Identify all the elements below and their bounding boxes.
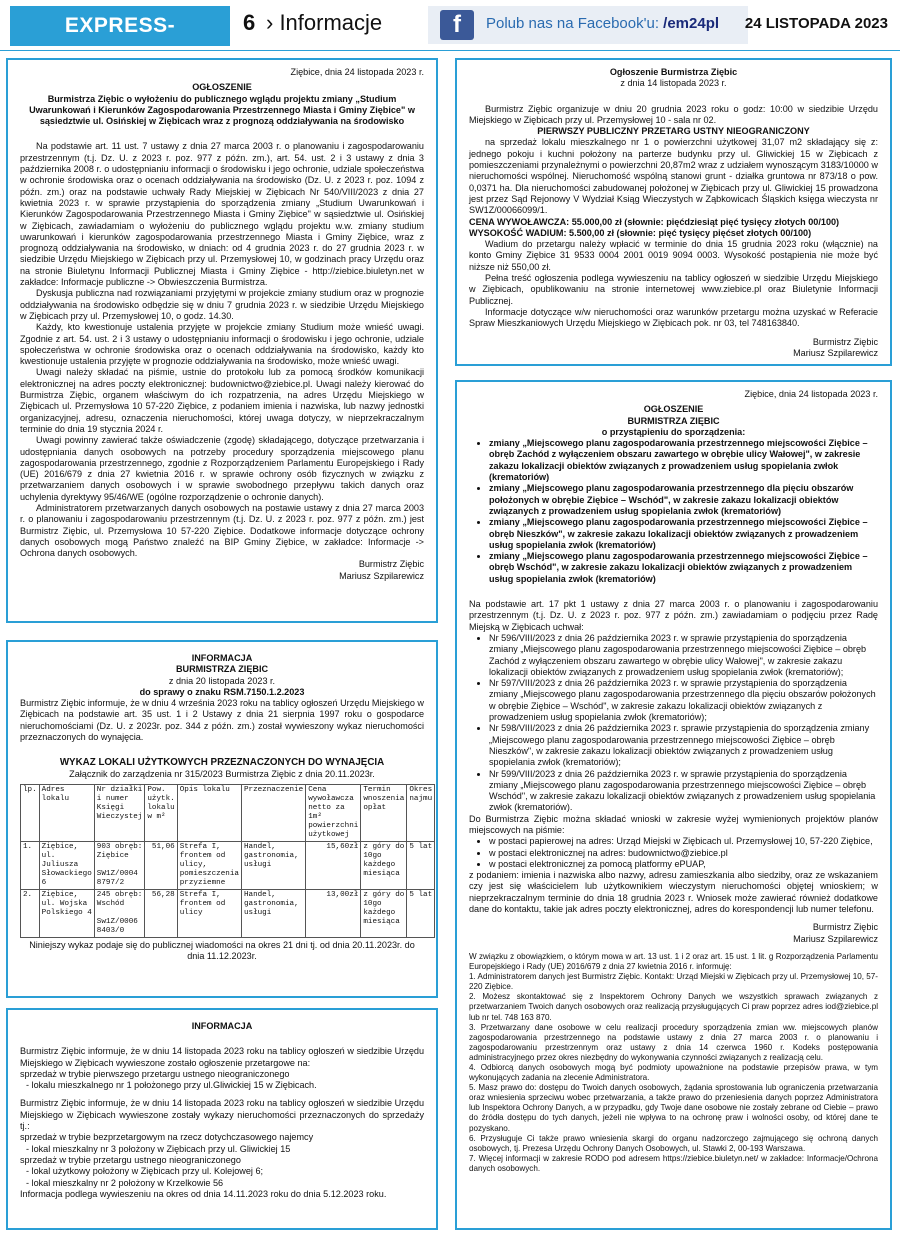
starting-price: CENA WYWOŁAWCZA: 55.000,00 zł (słownie: pięćdziesiąt pięć tysięcy złotych 00/100) <box>469 216 840 227</box>
signature-title: Burmistrz Ziębic <box>812 922 878 933</box>
article-date: z dnia 20 listopada 2023 r. <box>168 675 276 686</box>
column-header: Okres najmu <box>407 784 435 841</box>
list-item: 6. Przysługuje Ci także prawo wniesienia skargi do organu nadzorczego zajmującego się ochroną danych osobowych, tj. Prezesa Urzędu Ochrony Danych Osobowych, ul. Stawki 2, 00-193 Warszawa. <box>469 1133 878 1153</box>
list-item: • Nr 599/VIII/2023 z dnia 26 października 2023 r. w sprawie przystąpienia do sporządzenia zmiany „Miejscowego planu zagospodarowania przestrzennego miejscowości Ziębice – obręb Wschód", w zakresie zakazu lokalizacji obiektów związanych z prowadzeniem usług spopielania zwłok (krematoriów). <box>489 769 878 814</box>
table-cell: 5 lat <box>407 889 435 937</box>
paragraph: Do Burmistrza Ziębic można składać wnioski w zakresie wyżej wymienionych projektów planów miejscowych na piśmie: <box>469 813 878 835</box>
list-item: • zmiany „Miejscowego planu zagospodarowania przestrzennego dla pięciu obszarów położonych w obrębie Ziębice – Wschód", w zakresie zakazu lokalizacji obiektów związanych z prowadzeniem usług spopielania zwłok (krematoriów) <box>489 483 878 517</box>
article-subtitle: BURMISTRZA ZIĘBIC <box>627 415 720 426</box>
list-item: 4. Odbiorcą danych osobowych mogą być podmioty upoważnione na podstawie przepisów prawa, w tym wykonujących zadania na zlecenie Administratora. <box>469 1062 878 1083</box>
column-header: Termin wnoszenia opłat <box>361 784 407 841</box>
case-reference: do sprawy o znaku RSM.7150.1.2.2023 <box>139 686 305 697</box>
article-subtitle: o przystąpieniu do sporządzenia: <box>601 426 746 437</box>
column-header: Adres lokalu <box>39 784 94 841</box>
page-number: 6 <box>243 10 256 35</box>
table-row <box>21 841 435 889</box>
list-item: • zmiany „Miejscowego planu zagospodarowania przestrzennego miejscowości Ziębice – obręb Zachód z wyłączeniem obszaru zawartego w obrębie ulicy Wałowej", w zakresie zakazu lokalizacji obiektów związanych z prowadzeniem usług spopielania zwłok (krematoriów) <box>489 438 878 483</box>
list-item: 1. Administratorem danych jest Burmistrz Ziębic. Kontakt: Urząd Miejski w Ziębicach przy ul. Przemysłowej 10, 57-220 Ziębice. <box>469 972 878 992</box>
table-header-row <box>21 784 435 841</box>
site-logo[interactable]: EXPRESS- <box>10 6 230 46</box>
paragraph: Burmistrz Ziębic informuje, że w dniu 14 listopada 2023 roku na tablicy ogłoszeń w siedzibie Urzędu Miejskiego w Ziębicach wywieszone zostało ogłoszenie przetargowe na: <box>20 1046 424 1068</box>
deposit-amount: WYSOKOŚĆ WADIUM: 5.500,00 zł (słownie: pięć tysięcy pięćset złotych 00/100) <box>469 227 812 238</box>
list-item: sprzedaż w trybie przetargu ustnego nieograniczonego <box>20 1154 241 1165</box>
list-item: • zmiany „Miejscowego planu zagospodarowania przestrzennego miejscowości Ziębice – obręb Wschód", w zakresie zakazu lokalizacji obiektów związanych z prowadzeniem usług spopielania zwłok (krematoriów) <box>489 551 878 585</box>
paragraph: Informacje dotyczące w/w nieruchomości oraz warunków przetargu można uzyskać w Referacie Spraw Mieszkaniowych Urzędu Miejskiego w Ziębicach pok. nr 03, tel 748163840. <box>469 306 878 329</box>
paragraph: W związku z obowiązkiem, o którym mowa w art. 13 ust. 1 i 2 oraz art. 15 ust. 1 lit. g Rozporządzenia Parlamentu Europejskiego i Rady (UE) 2016/679 z dnia 27 kwietnia 2016 r. informuję: <box>469 951 878 972</box>
table-cell: Ziębice, ul. Wojska Polskiego 4 <box>39 889 94 937</box>
paragraph: Dyskusja publiczna nad rozwiązaniami przyjętymi w projekcie zmiany studium oraz w prognozie oddziaływania na środowisko odbędzie się w dniu 7 grudnia 2023 r. w siedzibie Urzędu Miejskiego w Ziębicach przy ul. Przemysłowej 10, o godz. 14.30. <box>20 288 424 321</box>
table-cell: 13,00zł <box>306 889 361 937</box>
submission-channels-list <box>469 836 878 870</box>
paragraph: Każdy, kto kwestionuje ustalenia przyjęte w projekcie zmiany Studium może wnieść uwagi. Zgodnie z art. 54. ust. 2 i 3 ustawy o udostępnianiu informacji o środowisku i jego ochronie, udziale społeczeństwa w ochronie środowiska oraz o ocenach oddziaływania na środowisko, każdy kto kwestionuje ustalenia przyjęte w prognozie oddziaływania na środowisko, może wnieść uwagi. <box>20 322 424 367</box>
paragraph: Burmistrz Ziębic informuje, że w dniu 4 września 2023 roku na tablicy ogłoszeń Urzędu Miejskiego w Ziębicach na podstawie art. 35 ust. 1 i 2 Ustawy z dnia 21 sierpnia 1997 roku o gospodarce nieruchomościami (Dz. U. z 2023r. poz. 344 z późn. zm.) został wywieszony wykaz nieruchomości przeznaczonych do wynajęcia. <box>20 698 424 743</box>
article-date: Ziębice, dnia 24 listopada 2023 r. <box>290 67 424 77</box>
list-item: • w postaci elektronicznej za pomocą platformy ePUAP, <box>489 859 878 870</box>
column-header: Nr działki i numer Księgi Wieczystej <box>94 784 145 841</box>
facebook-text: Polub nas na Facebook'u: /em24pl <box>486 15 720 32</box>
table-cell: 51,06 <box>145 841 177 889</box>
column-header: Pow. użytk. lokalu w m² <box>145 784 177 841</box>
table-cell: Handel, gastronomia, usługi <box>241 889 305 937</box>
signature-name: Mariusz Szpilarewicz <box>793 933 878 944</box>
paragraph: Uwagi powinny zawierać także oświadczenie (zgodę) składającego, dotyczące przetwarzania i udostępniania danych osobowych na potrzeby procedury sporządzenia miejscowego planu zagospodarowania przestrzennego, zgodnie z Rozporządzeniem Parlamentu Europejskiego i Rady (UE) 2016/679 z dnia 27 kwietnia 2016 r. w sprawie ochrony osób fizycznych w związku z przetwarzaniem danych osobowych i w sprawie swobodnego przepływu takich danych oraz uchylenia dyrektywy 95/46/WE (ogólne rozporządzenie o ochronie danych). <box>20 435 424 502</box>
list-item: Informacja podlega wywieszeniu na okres od dnia 14.11.2023 roku do dnia 5.12.2023 roku. <box>20 1188 387 1199</box>
table-subtitle: Załącznik do zarządzenia nr 315/2023 Burmistrza Ziębic z dnia 20.11.2023r. <box>69 768 375 779</box>
list-item: • zmiany „Miejscowego planu zagospodarowania przestrzennego miejscowości Ziębice – obręb Nieszków", w zakresie zakazu lokalizacji obiektów związanych z prowadzeniem usług spopielania zwłok (krematoriów) <box>489 517 878 551</box>
list-item: • Nr 597/VIII/2023 z dnia 26 października 2023 r. w sprawie przystąpienia do sporządzenia zmiany „Miejscowego planu zagospodarowania przestrzennego dla pięciu obszarów położonych w obrębie Ziębice – Wschód", w zakresie zakazu lokalizacji obiektów związanych z prowadzeniem usług spopielania zwłok (krematoriów); <box>489 678 878 723</box>
list-item: sprzedaż w trybie pierwszego przetargu ustnego nieograniczonego <box>20 1068 290 1079</box>
paragraph: Burmistrz Ziębic organizuje w dniu 20 grudnia 2023 roku o godz: 10:00 w siedzibie Urzędu Miejskiego w Ziębicach przy ul. Przemysłowej 10 - sala nr 02. <box>469 103 878 125</box>
paragraph: Na podstawie art. 17 pkt 1 ustawy z dnia 27 marca 2003 r. o planowaniu i zagospodarowaniu przestrzennym (t.j. Dz. U. z 2023 r. poz. 977 z późn. zm.) zawiadamiam o podjęciu przez Radę Miejską w Ziębicach uchwał: <box>469 599 878 632</box>
premises-table <box>20 784 435 938</box>
paragraph: Administratorem przetwarzanych danych osobowych na postawie ustawy z dnia 27 marca 2003 r. o planowaniu i zagospodarowaniu przestrzennym (t.j. Dz. U. z 2023 r. poz. 977 z późn. zm.) jest Burmistrz Ziębic, ul. Przemysłowa 10 57-220 Ziębice. Dodatkowe informacje dotyczące ochrony danych osobowych mogą Państwo znaleźć na BIP Gminy Ziębice, w zakładce: Informacje -> Ochrona danych osobowych. <box>20 502 424 559</box>
list-item: • w postaci papierowej na adres: Urząd Miejski w Ziębicach ul. Przemysłowej 10, 57-220 Ziębice, <box>489 836 878 847</box>
table-row <box>21 889 435 937</box>
list-item: 2. Możesz skontaktować się z Inspektorem Ochrony Danych we wszystkich sprawach związanych z przetwarzaniem Twoich danych osobowych oraz realizacją przysługujących Ci praw poprzez adres iod@ziebice.pl lub nr tel. 748 163 870. <box>469 992 878 1022</box>
column-header: Opis lokalu <box>177 784 241 841</box>
article-date: z dnia 14 listopada 2023 r. <box>620 78 727 89</box>
table-cell: 5 lat <box>407 841 435 889</box>
table-cell: 56,28 <box>145 889 177 937</box>
list-item: 5. Masz prawo do: dostępu do Twoich danych osobowych, żądania sprostowania lub ograniczenia przetwarzania oraz wniesienia sprzeciwu wobec przetwarzania, a także prawo do przeniesienia danych poprzez Administratora lub Inspektora Ochrony Danych, a w przypadku, gdy Twoje dane osobowe nie zostały zebrane od Ciebie – prawo do źródła dostępu do tych danych, jeżeli nie wpływa to na ochronę praw i wolności osoby, od której dane te pozyskano. <box>469 1083 878 1133</box>
list-item: • Nr 596/VIII/2023 z dnia 26 października 2023 r. w sprawie przystąpienia do sporządzenia zmiany „Miejscowego planu zagospodarowania przestrzennego miejscowości Ziębice – obręb Zachód z wyłączeniem obszaru zawartego w obrębie ulicy Wałowej", w zakresie zakazu lokalizacji obiektów związanych z prowadzeniem usług spopielania zwłok (krematoriów); <box>489 633 878 678</box>
signature-name: Mariusz Szpilarewicz <box>339 570 424 581</box>
column-header: Przeznaczenie <box>241 784 305 841</box>
table-cell: z góry do 10go każdego miesiąca <box>361 889 407 937</box>
section-title: › Informacje <box>266 10 383 35</box>
page-header <box>0 0 900 52</box>
article-date: Ziębice, dnia 24 listopada 2023 r. <box>744 389 878 399</box>
facebook-banner[interactable] <box>428 6 748 44</box>
table-footer: Niniejszy wykaz podaje się do publicznej wiadomości na okres 21 dni tj. od dnia 20.11.2023r. do dnia 11.12.2023r. <box>29 939 415 962</box>
list-item: - lokal mieszkalny nr 3 położony w Ziębicach przy ul. Gliwickiej 15 <box>26 1143 291 1154</box>
issue-date: 24 LISTOPADA 2023 <box>744 15 888 32</box>
table-cell: 2. <box>21 889 40 937</box>
table-cell: 1. <box>21 841 40 889</box>
paragraph: Burmistrz Ziębic informuje, że w dniu 14 listopada 2023 roku na tablicy ogłoszeń w siedzibie Urzędu Miejskiego w Ziębicach wywieszone zostały wykazy nieruchomości przeznaczonych do sprzedaży tj.: <box>20 1098 424 1132</box>
article-lease-information <box>6 640 438 998</box>
table-cell: 15,60zł <box>306 841 361 889</box>
facebook-handle: /em24pl <box>663 15 720 32</box>
table-cell: Strefa I, frontem od ulicy, pomieszczenia przyziemne <box>177 841 241 889</box>
table-cell: Handel, gastronomia, usługi <box>241 841 305 889</box>
column-header: Cena wywoławcza netto za 1m² powierzchni użytkowej <box>306 784 361 841</box>
table-cell: Strefa I, frontem od ulicy <box>177 889 241 937</box>
article-zoning-plan-announcement <box>455 380 892 1230</box>
list-item: - lokal użytkowy położony w Ziębicach przy ul. Kolejowej 6; <box>26 1166 264 1177</box>
facebook-like-icon: f <box>440 10 474 40</box>
article-sale-information <box>6 1008 438 1230</box>
paragraph: na sprzedaż lokalu mieszkalnego nr 1 o powierzchni użytkowej 31,07 m2 składający się z: jednego pokoju i kuchni położony na parterze budynku przy ul. Gliwickiej 15 w Ziębicach z pomieszczeniami przynależnymi o powierzchni 20,87m2 wraz z udziałem wynoszącym 3183/10000 w nieruchomości wspólnej. Nieruchomość wspólną stanowi grunt - działka gruntowa nr 873/18 o pow. 0,0371 ha. Dla nieruchomości zabudowanej położonej w Ziębicach przy ul. Gliwickiej 15 prowadzona jest przez Sąd Rejonowy V Wydział Ksiąg Wieczystych w Ząbkowicach Śląskich księga wieczysta nr SW1Z/00066099/1. <box>469 137 878 216</box>
article-title: INFORMACJA <box>191 653 253 663</box>
article-title: INFORMACJA <box>191 1021 253 1031</box>
article-title: Ogłoszenie Burmistrza Ziębic <box>609 67 738 77</box>
list-item: - lokal mieszkalny nr 2 położony w Krzelkowie 56 <box>26 1177 224 1188</box>
article-subtitle: Burmistrza Ziębic o wyłożeniu do publicznego wglądu projektu zmiany „Studium Uwarunkowań i Kierunków Zagospodarowania Przestrzennego Miasta i Gminy Ziębice" w sąsiedztwie ul. Osińskiej w Ziębicach wraz z prognozą oddziaływania na środowisko <box>29 93 415 127</box>
paragraph: Uwagi należy składać na piśmie, ustnie do protokołu lub za pomocą środków komunikacji elektronicznej na adres poczty elektronicznej: budownictwo@ziebice.pl. Uwagi należy kierować do Burmistrza Ziębic, organem właściwym do ich rozpatrzenia, na adres Urzędu Miejskiego w Ziębicach ul. Przemysłowa 10 57-220 Ziębice, z podaniem imienia i nazwiska, lub nazwy jednostki organizacyjnej, adresu, oznaczenia nieruchomości, której uwaga dotyczy, w nieprzekraczalnym terminie do dnia 19 stycznia 2024 r. <box>20 367 424 434</box>
list-item: • w postaci elektronicznej na adres: budownictwo@ziebice.pl <box>489 848 878 859</box>
resolutions-list <box>469 633 878 814</box>
table-cell: Ziębice, ul. Juliusza Słowackiego 6 <box>39 841 94 889</box>
article-tender-announcement <box>455 58 892 366</box>
article-studium-announcement <box>6 58 438 623</box>
column-header: lp. <box>21 784 40 841</box>
paragraph: Pełna treść ogłoszenia podlega wywieszeniu na tablicy ogłoszeń w siedzibie Urzędu Miejskiego w Ziębicach, opublikowaniu na stronie internetowej www.ziebice.pl oraz Biuletynie Informacji Publicznej. <box>469 273 878 306</box>
table-title: WYKAZ LOKALI UŻYTKOWYCH PRZEZNACZONYCH DO WYNAJĘCIA <box>59 757 385 769</box>
signature-title: Burmistrz Ziębic <box>358 559 424 570</box>
table-cell: 245 obręb: Wschód Sw1Z/0006 8403/0 <box>94 889 145 937</box>
tender-heading: PIERWSZY PUBLICZNY PRZETARG USTNY NIEOGRANICZONY <box>537 126 810 137</box>
gdpr-clause <box>469 952 878 1174</box>
plan-changes-list <box>469 438 878 585</box>
list-item: sprzedaż w trybie bezprzetargowym na rzecz dotychczasowego najemcy <box>20 1132 314 1143</box>
table-cell: 903 obręb: Ziębice SW1Z/0004 8797/2 <box>94 841 145 889</box>
signature-title: Burmistrz Ziębic <box>812 336 878 347</box>
header-divider <box>0 50 900 51</box>
paragraph: Wadium do przetargu należy wpłacić w terminie do dnia 15 grudnia 2023 roku (włącznie) na konto Gminy Ziębice 31 9533 0004 2001 0019 9094 0003. Wysokość postąpienia nie może być niższe niż 550,00 zł. <box>469 239 878 272</box>
article-subtitle: BURMISTRZA ZIĘBIC <box>175 664 269 675</box>
paragraph: z podaniem: imienia i nazwiska albo nazwy, adresu zamieszkania albo siedziby, oraz ze wskazaniem czy jest się właścicielem lub użytkownikiem wieczystym nieruchomości objętej wnioskiem; w nieprzekraczalnym terminie do dnia 18 grudnia 2023 r. Wniosek może zawierać również dodatkowe dane do kontaktu, takie jak adres poczty elektronicznej, adres do korespondencji lub numer telefonu. <box>469 870 878 915</box>
article-title: OGŁOSZENIE <box>643 404 704 415</box>
list-item: • Nr 598/VIII/2023 z dnia 26 października 2023 r. sprawie przystąpienia do sporządzenia zmiany „Miejscowego planu zagospodarowania przestrzennego miejscowości Ziębice – obręb Nieszków", w zakresie zakazu lokalizacji obiektów związanych z prowadzeniem usług spopielania zwłok (krematoriów); <box>489 723 878 768</box>
paragraph: Na podstawie art. 11 ust. 7 ustawy z dnia 27 marca 2003 r. o planowaniu i zagospodarowaniu przestrzennym (t.j. Dz. U. z 2023 r. poz. 977 z późn. zm.), art. 54. ust. 2 i 3 ustawy z dnia 3 października 2008 r. o udostępnianiu informacji o środowisku i jego ochronie, udziale społeczeństwa w ochronie środowiska oraz o ocenach oddziaływania na środowisko (Dz. U. z 2023 r. poz. 1094 z późn. zm.) oraz na podstawie uchwały Rady Miejskiej w Ziębicach Nr 540/VIII/2023 z dnia 27 kwietnia 2023 r. w sprawie przystąpienia do sporządzenia zmiany „Studium Uwarunkowań i Kierunków Zagospodarowania Przestrzennego Miasta i Gminy Ziębice" w sąsiedztwie ul. Osińskiej w Ziębicach, zawiadamiam o wyłożeniu do publicznego wglądu projektu w.w. zmiany studium uwarunkowań i kierunków zagospodarowania przestrzennego Miasta i Gminy Ziębice, wraz z prognozą oddziaływania na środowisko, w dniach: od 4 grudnia 2023 r. do 27 grudnia 2023 r. w siedzibie Urzędu Miejskiego w Ziębicach przy ul. Przemysłowej 10, w godzinach pracy Urzędu oraz na stronie Biuletynu Informacji Publicznej Miasta i Gminy Ziębice - http://ziebice.biuletyn.net w zakładce: Informacje publiczne -> Obwieszczenia Burmistrza. <box>20 141 424 288</box>
list-item: - lokalu mieszkalnego nr 1 położonego przy ul.Gliwickiej 15 w Ziębicach. <box>26 1080 317 1091</box>
article-title: OGŁOSZENIE <box>192 82 252 93</box>
table-cell: z góry do 10go każdego miesiąca <box>361 841 407 889</box>
signature-name: Mariusz Szpilarewicz <box>793 347 878 358</box>
list-item: 3. Przetwarzany dane osobowe w celu realizacji procedury sporządzenia zmian ww. miejscowych planów zagospodarowania przestrzennego na podstawie ustawy z dnia 27 marca 2003 r. o planowaniu i zagospodarowaniu przestrzennym oraz ustawy z dnia 14 czerwca 1960 r. Kodeks postępowania administracyjnego przez okres niezbędny do wykonywania czynności związanych z realizacją celu. <box>469 1022 878 1062</box>
list-item: 7. Więcej informacji w zakresie RODO pod adresem https://ziebice.biuletyn.net/ w zakładce: Informacje/Ochrona danych osobowych. <box>469 1153 878 1173</box>
